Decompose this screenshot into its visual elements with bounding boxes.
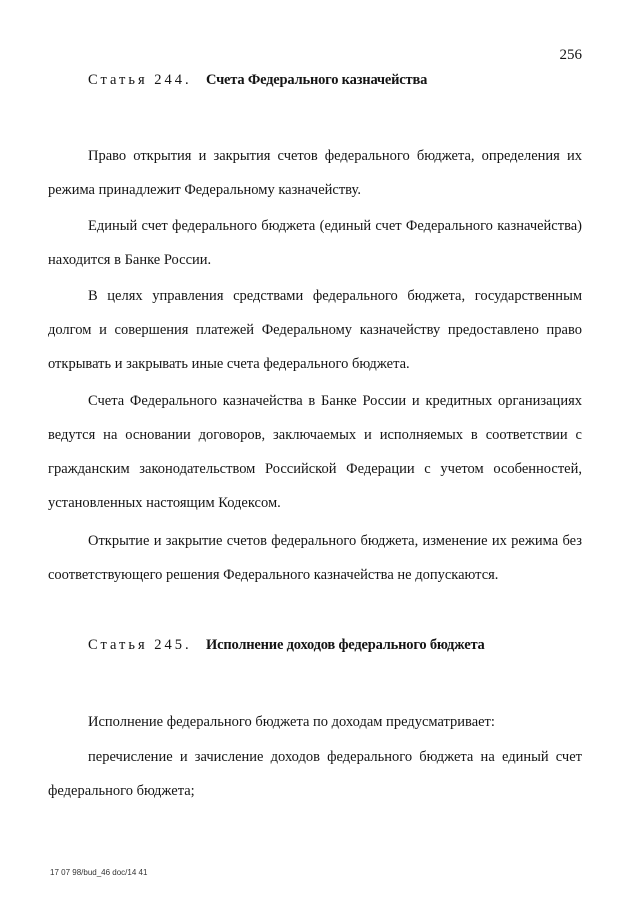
- footer-file-reference: 17 07 98/bud_46 doc/14 41: [50, 868, 148, 877]
- article-245-paragraph-1: Исполнение федерального бюджета по доходам предусматривает:: [88, 714, 495, 730]
- article-244-header: [88, 72, 427, 89]
- page-number: 256: [559, 47, 582, 63]
- article-244-paragraph-5: Открытие и закрытие счетов федерального бюджета, изменение их режима без соответствующего решения Федерального казначейства не допускаются.: [48, 533, 582, 583]
- article-244-paragraph-2: Единый счет федерального бюджета (единый счет Федерального казначейства) находится в Банке России.: [48, 218, 582, 268]
- article-244-paragraph-4: Счета Федерального казначейства в Банке России и кредитных организациях ведутся на основании договоров, заключаемых и исполняемых в соответствии с гражданским законодательством Российской Федерации с учетом особенностей, установленных настоящим Кодексом.: [48, 393, 582, 511]
- article-244-label: Статья 244.: [88, 72, 192, 88]
- article-244-paragraph-1: Право открытия и закрытия счетов федерального бюджета, определения их режима принадлежит Федеральному казначейству.: [48, 148, 582, 198]
- article-245-title: Исполнение доходов федерального бюджета: [206, 637, 485, 653]
- article-244-paragraph-3: В целях управления средствами федерального бюджета, государственным долгом и совершения платежей Федеральному казначейству предоставлено право открывать и закрывать иные счета федерального бюджета.: [48, 288, 582, 372]
- article-244-title: Счета Федерального казначейства: [206, 72, 428, 88]
- article-245-paragraph-2: перечисление и зачисление доходов федерального бюджета на единый счет федерального бюджета;: [48, 749, 582, 799]
- article-245-label: Статья 245.: [88, 637, 192, 653]
- article-245-header: [88, 637, 485, 654]
